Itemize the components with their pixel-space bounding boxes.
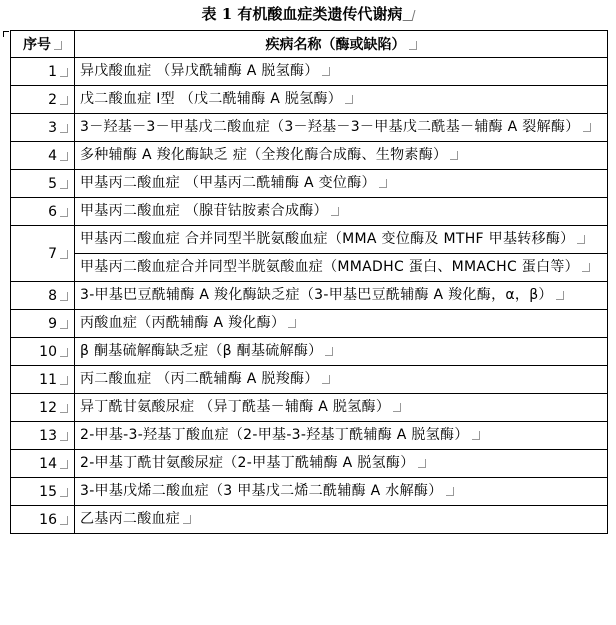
cell-mark-icon (60, 432, 68, 441)
table-row (11, 282, 608, 310)
cell-mark-icon (60, 124, 68, 133)
cell-mark-icon (60, 152, 68, 161)
disease-name: 2-甲基丁酰甘氨酸尿症（2-甲基丁酰辅酶 A 脱氢酶） (75, 450, 608, 478)
table-row (11, 198, 608, 226)
row-index: 10 (11, 338, 75, 366)
cell-mark-icon (54, 41, 62, 50)
table-row (11, 338, 608, 366)
cell-mark-icon (60, 292, 68, 301)
row-index: 14 (11, 450, 75, 478)
row-index: 5 (11, 170, 75, 198)
disease-name: 丙酸血症（丙酰辅酶 A 羧化酶） (75, 310, 608, 338)
cell-mark-icon (60, 348, 68, 357)
disease-name: 异丁酰甘氨酸尿症 （异丁酰基－辅酶 A 脱氢酶） (75, 394, 608, 422)
table-row (11, 226, 608, 254)
cell-mark-icon (325, 347, 333, 356)
table-row (11, 254, 608, 282)
cell-mark-icon (60, 96, 68, 105)
disease-name: 乙基丙二酸血症 (75, 506, 608, 534)
cell-mark-icon (450, 151, 458, 160)
disease-name: 甲基丙二酸血症 （腺苷钴胺素合成酶） (75, 198, 608, 226)
disease-name: 2-甲基-3-羟基丁酸血症（2-甲基-3-羟基丁酰辅酶 A 脱氢酶） (75, 422, 608, 450)
cell-mark-icon (60, 376, 68, 385)
cell-mark-icon (577, 235, 585, 244)
disease-name: 3－羟基－3－甲基戊二酸血症（3－羟基－3－甲基戊二酰基－辅酶 A 裂解酶） (75, 114, 608, 142)
crop-mark-icon (3, 31, 9, 37)
row-index: 13 (11, 422, 75, 450)
disease-name: 甲基丙二酸血症合并同型半胱氨酸血症（MMADHC 蛋白、MMACHC 蛋白等） (75, 254, 608, 282)
table-row (11, 310, 608, 338)
table-row (11, 478, 608, 506)
cell-mark-icon (60, 404, 68, 413)
disease-name: 3-甲基巴豆酰辅酶 A 羧化酶缺乏症（3-甲基巴豆酰辅酶 A 羧化酶，α，β） (75, 282, 608, 310)
row-index: 15 (11, 478, 75, 506)
cell-mark-icon (446, 487, 454, 496)
cell-mark-icon (322, 375, 330, 384)
table-body (11, 58, 608, 534)
disease-name: 戊二酸血症 Ⅰ型 （戊二酰辅酶 A 脱氢酶） (75, 86, 608, 114)
cell-mark-icon (183, 515, 191, 524)
table-title (0, 4, 616, 24)
header-name: 疾病名称（酶或缺陷） (75, 31, 608, 58)
cell-mark-icon (60, 460, 68, 469)
cell-mark-icon (556, 291, 564, 300)
row-index: 11 (11, 366, 75, 394)
cell-mark-icon (409, 41, 417, 50)
cell-mark-icon (322, 67, 330, 76)
table-row (11, 170, 608, 198)
cell-mark-icon (345, 95, 353, 104)
cell-mark-icon (60, 250, 68, 259)
cell-mark-icon (393, 403, 401, 412)
disease-name: 3-甲基戊烯二酸血症（3 甲基戊二烯二酰辅酶 A 水解酶） (75, 478, 608, 506)
row-index: 6 (11, 198, 75, 226)
cell-mark-icon (288, 319, 296, 328)
header-index: 序号 (11, 31, 75, 58)
row-index: 3 (11, 114, 75, 142)
row-index: 2 (11, 86, 75, 114)
cell-mark-icon (60, 68, 68, 77)
cell-mark-icon (331, 207, 339, 216)
table-row (11, 422, 608, 450)
paragraph-mark-icon (403, 10, 416, 21)
table-row (11, 394, 608, 422)
disease-name: 甲基丙二酸血症 （甲基丙二酰辅酶 A 变位酶） (75, 170, 608, 198)
disease-name: β 酮基硫解酶缺乏症（β 酮基硫解酶） (75, 338, 608, 366)
cell-mark-icon (472, 431, 480, 440)
row-index: 4 (11, 142, 75, 170)
table-row (11, 142, 608, 170)
cell-mark-icon (60, 180, 68, 189)
disease-table (10, 30, 608, 534)
row-index: 8 (11, 282, 75, 310)
row-index: 1 (11, 58, 75, 86)
table-row (11, 114, 608, 142)
table-header-row (11, 31, 608, 58)
disease-name: 异戊酸血症 （异戊酰辅酶 A 脱氢酶） (75, 58, 608, 86)
cell-mark-icon (60, 208, 68, 217)
table-title-text: 表 1 有机酸血症类遗传代谢病 (201, 5, 403, 23)
cell-mark-icon (60, 320, 68, 329)
disease-name: 甲基丙二酸血症 合并同型半胱氨酸血症（MMA 变位酶及 MTHF 甲基转移酶） (75, 226, 608, 254)
cell-mark-icon (418, 459, 426, 468)
table-row (11, 450, 608, 478)
cell-mark-icon (583, 123, 591, 132)
table-row (11, 58, 608, 86)
row-index: 16 (11, 506, 75, 534)
cell-mark-icon (379, 179, 387, 188)
disease-name: 丙二酸血症 （丙二酰辅酶 A 脱羧酶） (75, 366, 608, 394)
row-index: 12 (11, 394, 75, 422)
cell-mark-icon (60, 488, 68, 497)
cell-mark-icon (60, 516, 68, 525)
row-index: 7 (11, 226, 75, 282)
table-row (11, 506, 608, 534)
disease-name: 多种辅酶 A 羧化酶缺乏 症（全羧化酶合成酶、生物素酶） (75, 142, 608, 170)
row-index: 9 (11, 310, 75, 338)
cell-mark-icon (582, 263, 590, 272)
table-row (11, 86, 608, 114)
table-row (11, 366, 608, 394)
